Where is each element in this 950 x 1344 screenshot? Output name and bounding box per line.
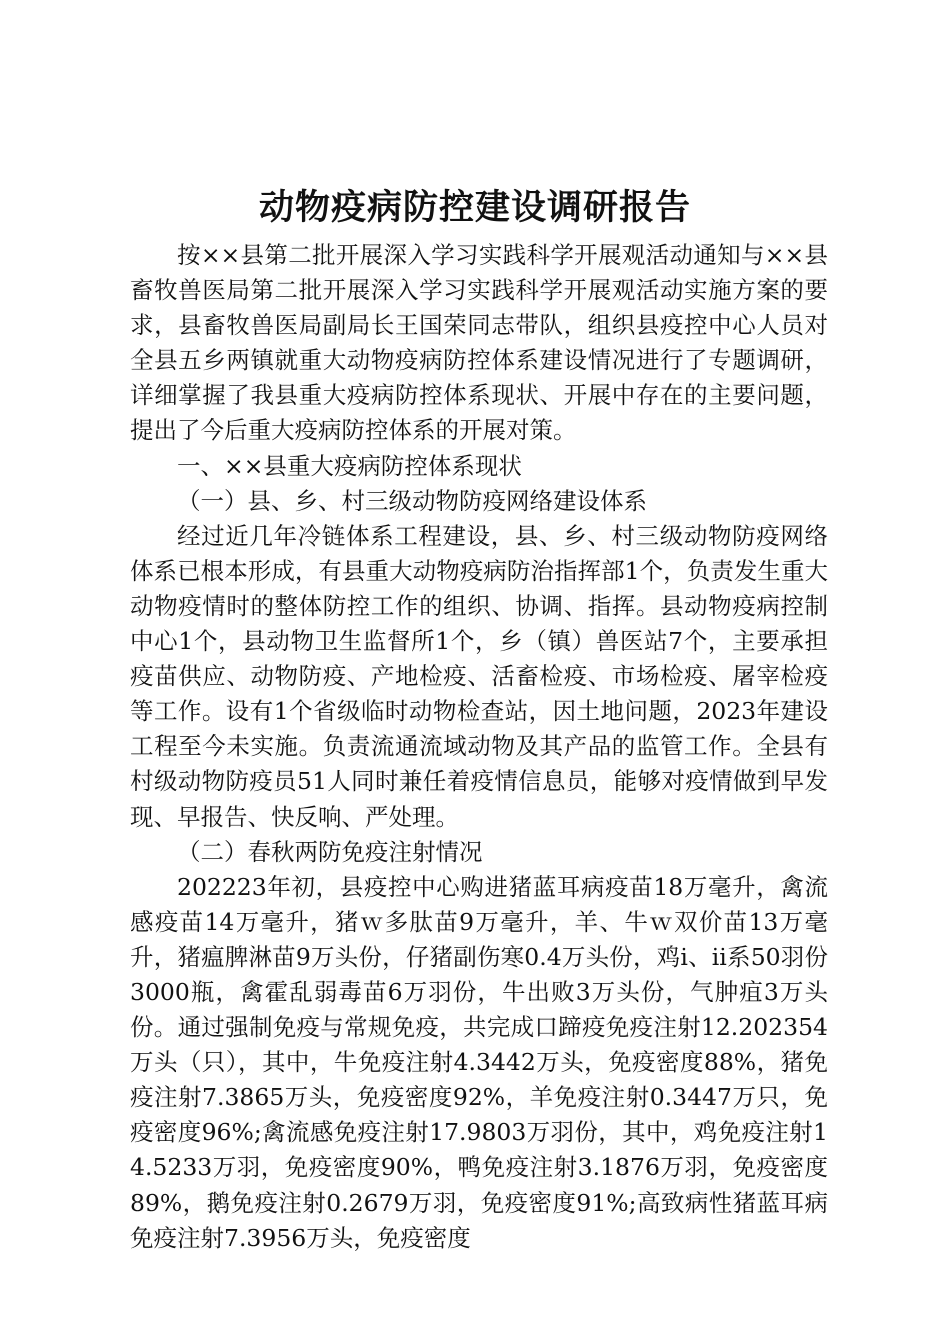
- document-title: 动物疫病防控建设调研报告: [258, 187, 691, 228]
- immunization-paragraph: 202223年初，县疫控中心购进猪蓝耳病疫苗18万毫升，禽流感疫苗14万毫升，猪ｗ多肽苗9万毫升，羊、牛ｗ双价苗13万毫升，猪瘟脾淋苗9万头份，仔猪副伤寒0.4万头份，鸡ⅰ、ⅱ系50羽份3000瓶，禽霍乱弱毒苗6万羽份，牛出败3万头份，气肿疽3万头份。通过强制免疫与常规免疫，共完成口蹄疫免疫注射12.202354万头（只），其中，牛免疫注射4.3442万头，免疫密度88%，猪免疫注射7.3865万头，免疫密度92%，羊免疫注射0.3447万只，免疫密度96%;禽流感免疫注射17.9803万羽份，其中，鸡免疫注射14.5233万羽，免疫密度90%，鸭免疫注射3.1876万羽，免疫密度89%，鹅免疫注射0.2679万羽，免疫密度91%;高致病性猪蓝耳病免疫注射7.3956万头，免疫密度: [130, 872, 828, 1252]
- intro-paragraph: 按××县第二批开展深入学习实践科学开展观活动通知与××县畜牧兽医局第二批开展深入学习实践科学开展观活动实施方案的要求，县畜牧兽医局副局长王国荣同志带队，组织县疫控中心人员对全县五乡两镇就重大动物疫病防控体系建设情况进行了专题调研，详细掌握了我县重大疫病防控体系现状、开展中存在的主要问题，提出了今后重大疫病防控体系的开展对策。: [130, 241, 828, 445]
- subsection-heading-1: （一）县、乡、村三级动物防疫网络建设体系: [177, 486, 647, 515]
- document-body: [130, 238, 828, 1256]
- network-paragraph: 经过近几年冷链体系工程建设，县、乡、村三级动物防疫网络体系已根本形成，有县重大动物疫病防治指挥部1个，负责发生重大动物疫情时的整体防控工作的组织、协调、指挥。县动物疫病控制中心1个，县动物卫生监督所1个，乡（镇）兽医站7个，主要承担疫苗供应、动物防疫、产地检疫、活畜检疫、市场检疫、屠宰检疫等工作。设有1个省级临时动物检查站，因土地问题，2023年建设工程至今未实施。负责流通流域动物及其产品的监管工作。全县有村级动物防疫员51人同时兼任着疫情信息员，能够对疫情做到早发现、早报告、快反响、严处理。: [130, 521, 828, 831]
- section-heading-1: 一、××县重大疫病防控体系现状: [177, 451, 522, 480]
- subsection-heading-2: （二）春秋两防免疫注射情况: [177, 837, 483, 866]
